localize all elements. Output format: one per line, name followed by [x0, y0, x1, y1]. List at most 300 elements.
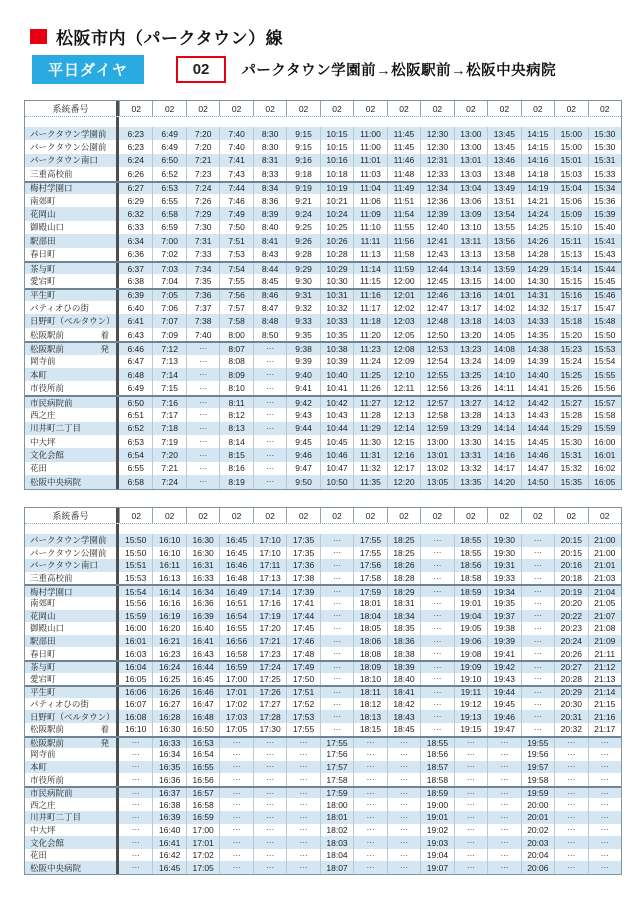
stop-name: 平生町: [30, 290, 56, 301]
departure-time-cell: 18:41: [387, 687, 420, 698]
departure-time-cell: 19:43: [487, 673, 520, 686]
route-number-column-header: 02: [420, 101, 453, 116]
departure-time-cell: 16:27: [152, 698, 185, 711]
departure-time-cell: 16:31: [186, 559, 219, 572]
no-service-cell: ⋯: [420, 635, 453, 648]
departure-time-cell: 15:35: [554, 475, 587, 488]
no-service-cell: ⋯: [487, 836, 520, 849]
stop-name-cell: [25, 710, 119, 723]
departure-time-cell: 20:00: [521, 798, 554, 811]
departure-time-cell: 7:44: [219, 183, 252, 194]
no-service-cell: ⋯: [253, 788, 286, 799]
no-service-cell: ⋯: [131, 775, 140, 785]
stop-name: 本町: [30, 369, 48, 380]
departure-time-cell: 7:06: [152, 301, 185, 314]
no-service-cell: ⋯: [554, 761, 587, 774]
no-service-cell: ⋯: [521, 622, 554, 635]
departure-time-cell: 18:09: [353, 662, 386, 673]
departure-time-cell: 16:00: [125, 623, 147, 634]
departure-time-cell: 17:56: [320, 748, 353, 761]
route-number-column-header: 02: [186, 101, 219, 116]
departure-time-cell: 11:16: [353, 290, 386, 301]
no-service-cell: ⋯: [387, 738, 420, 749]
departure-time-cell: 16:58: [186, 798, 219, 811]
departure-time-cell: 11:03: [353, 167, 386, 180]
no-service-cell: ⋯: [286, 788, 319, 799]
departure-time-cell: 9:15: [286, 140, 319, 153]
departure-time-cell: 16:46: [186, 687, 219, 698]
departure-time-cell: 7:35: [186, 274, 219, 287]
departure-time-cell: 16:54: [219, 610, 252, 623]
departure-time-cell: 13:14: [454, 263, 487, 274]
departure-time-cell: 13:01: [454, 154, 487, 167]
timetable-row: [25, 435, 621, 448]
no-service-cell: ⋯: [554, 836, 587, 849]
departure-time-cell: 15:48: [588, 314, 621, 327]
departure-time-cell: 20:22: [554, 610, 587, 623]
departure-time-cell: 13:09: [454, 207, 487, 220]
departure-time-cell: 7:49: [219, 207, 252, 220]
departure-time-cell: 17:10: [253, 547, 286, 560]
departure-time-cell: 19:44: [487, 687, 520, 698]
no-service-cell: ⋯: [454, 836, 487, 849]
departure-time-cell: 11:46: [387, 154, 420, 167]
departure-time-cell: 12:45: [420, 274, 453, 287]
departure-time-cell: 14:17: [487, 462, 520, 475]
stop-name-cell: [25, 355, 119, 368]
departure-time-cell: 9:18: [286, 167, 319, 180]
departure-time-cell: 15:39: [588, 207, 621, 220]
departure-time-cell: 21:12: [588, 662, 621, 673]
no-service-cell: ⋯: [521, 710, 554, 723]
departure-time-cell: 14:14: [487, 422, 520, 435]
departure-time-cell: 17:00: [219, 673, 252, 686]
departure-time-cell: 10:42: [320, 397, 353, 408]
departure-time-cell: 15:30: [554, 435, 587, 448]
no-service-cell: ⋯: [253, 408, 286, 421]
departure-time-cell: 18:08: [353, 647, 386, 660]
no-service-cell: ⋯: [131, 738, 140, 748]
timetable-row: [25, 572, 621, 585]
departure-time-cell: 15:40: [588, 221, 621, 234]
no-service-cell: ⋯: [253, 448, 286, 461]
departure-time-cell: 12:15: [387, 435, 420, 448]
no-service-cell: ⋯: [454, 798, 487, 811]
timetable-row: [25, 559, 621, 572]
departure-time-cell: 8:45: [253, 274, 286, 287]
stop-name: 春日町: [30, 249, 56, 260]
departure-time-cell: 18:31: [387, 597, 420, 610]
departure-time-cell: 14:25: [521, 221, 554, 234]
no-service-cell: ⋯: [420, 673, 453, 686]
departure-time-cell: 11:35: [353, 475, 386, 488]
departure-time-cell: 8:50: [253, 328, 286, 341]
no-service-cell: ⋯: [454, 761, 487, 774]
no-service-cell: ⋯: [131, 863, 140, 873]
departure-time-cell: 11:17: [353, 301, 386, 314]
departure-time-cell: 16:30: [186, 547, 219, 560]
stop-name: パークタウン公園前: [30, 547, 107, 558]
departure-time-cell: 15:09: [554, 207, 587, 220]
route-number-column-header: 02: [353, 508, 386, 523]
departure-time-cell: 14:43: [521, 408, 554, 421]
departure-time-cell: 17:55: [353, 547, 386, 560]
departure-time-cell: 14:35: [521, 328, 554, 341]
departure-time-cell: 21:03: [588, 572, 621, 585]
no-service-cell: ⋯: [420, 698, 453, 711]
departure-time-cell: 12:17: [387, 462, 420, 475]
route-number-column-header: 02: [320, 101, 353, 116]
departure-time-cell: 8:09: [219, 368, 252, 381]
route-number-column-header: 02: [253, 101, 286, 116]
departure-time-cell: 15:20: [554, 328, 587, 341]
departure-time-cell: 11:28: [353, 408, 386, 421]
departure-time-cell: 16:40: [186, 622, 219, 635]
departure-time-cell: 15:44: [588, 263, 621, 274]
stop-name-cell: [25, 647, 119, 660]
departure-time-cell: 18:43: [387, 710, 420, 723]
departure-time-cell: 9:15: [286, 127, 319, 140]
departure-time-cell: 16:00: [588, 435, 621, 448]
departure-time-cell: 12:53: [420, 343, 453, 354]
departure-time-cell: 11:30: [353, 435, 386, 448]
departure-time-cell: 18:00: [320, 798, 353, 811]
stop-name: 松阪駅前: [30, 724, 65, 735]
departure-time-cell: 16:45: [186, 673, 219, 686]
stop-name: 文化会館: [30, 450, 65, 461]
departure-time-cell: 11:26: [353, 381, 386, 394]
departure-time-cell: 17:44: [286, 610, 319, 623]
no-service-cell: ⋯: [588, 849, 621, 862]
departure-time-cell: 10:41: [320, 381, 353, 394]
departure-time-cell: 11:58: [387, 248, 420, 261]
departure-time-cell: 12:10: [387, 368, 420, 381]
timetable-row: [25, 673, 621, 686]
timetable-row: [25, 475, 621, 488]
departure-time-cell: 14:08: [487, 343, 520, 354]
no-service-cell: ⋯: [253, 475, 286, 488]
departure-time-cell: 14:26: [521, 234, 554, 247]
departure-time-cell: 19:10: [454, 673, 487, 686]
departure-time-cell: 19:03: [420, 836, 453, 849]
timetable-row: [25, 301, 621, 314]
header-spacer: [25, 524, 621, 534]
departure-time-cell: 16:33: [152, 738, 185, 749]
no-service-cell: ⋯: [420, 687, 453, 698]
departure-time-cell: 9:45: [286, 435, 319, 448]
departure-time-cell: 11:13: [353, 248, 386, 261]
timetable-row: [25, 181, 621, 194]
route-number-column-header: 02: [420, 508, 453, 523]
no-service-cell: ⋯: [521, 635, 554, 648]
departure-time-cell: 14:50: [521, 475, 554, 488]
departure-time-cell: 19:56: [521, 748, 554, 761]
departure-time-cell: 10:21: [320, 194, 353, 207]
no-service-cell: ⋯: [253, 773, 286, 786]
departure-time-cell: 18:04: [353, 610, 386, 623]
stop-name-cell: [25, 534, 119, 547]
timetable-header: [25, 508, 621, 524]
departure-time-cell: 6:33: [127, 222, 144, 233]
departure-time-cell: 13:45: [487, 140, 520, 153]
route-number-column-header: 02: [487, 508, 520, 523]
departure-time-cell: 9:24: [286, 207, 319, 220]
departure-time-cell: 7:26: [186, 194, 219, 207]
timetable-early: [24, 100, 622, 490]
departure-time-cell: 21:17: [588, 723, 621, 736]
departure-time-cell: 16:13: [152, 572, 185, 585]
departure-time-cell: 20:29: [554, 687, 587, 698]
no-service-cell: ⋯: [454, 811, 487, 824]
no-service-cell: ⋯: [131, 762, 140, 772]
departure-time-cell: 9:43: [286, 408, 319, 421]
no-service-cell: ⋯: [286, 811, 319, 824]
no-service-cell: ⋯: [320, 572, 353, 585]
stop-name-cell: [25, 140, 119, 153]
departure-time-cell: 8:46: [253, 290, 286, 301]
departure-time-cell: 13:25: [454, 368, 487, 381]
timetable-header: [25, 101, 621, 117]
departure-time-cell: 16:41: [186, 635, 219, 648]
departure-time-cell: 12:09: [387, 355, 420, 368]
departure-time-cell: 15:13: [554, 248, 587, 261]
departure-time-cell: 19:30: [487, 547, 520, 560]
departure-time-cell: 10:15: [320, 140, 353, 153]
no-service-cell: ⋯: [588, 824, 621, 837]
departure-time-cell: 17:58: [320, 773, 353, 786]
stop-name: 花岡山: [30, 610, 56, 621]
departure-time-cell: 7:54: [219, 263, 252, 274]
departure-time-cell: 9:25: [286, 221, 319, 234]
timetable-row: [25, 274, 621, 287]
departure-time-cell: 17:52: [286, 698, 319, 711]
departure-time-cell: 16:14: [152, 586, 185, 597]
departure-time-cell: 19:13: [454, 710, 487, 723]
departure-time-cell: 6:50: [127, 397, 144, 408]
route-number-column-header: 02: [521, 101, 554, 116]
stop-name: 日野町（ベルタウン）: [30, 316, 115, 327]
stop-name: 愛宕町: [30, 673, 56, 684]
no-service-cell: ⋯: [320, 622, 353, 635]
departure-time-cell: 15:50: [125, 535, 147, 546]
timetable-row: [25, 381, 621, 394]
departure-time-cell: 13:03: [454, 167, 487, 180]
departure-time-cell: 10:46: [320, 448, 353, 461]
departure-time-cell: 14:11: [487, 381, 520, 394]
stop-name: 岡寺前: [30, 749, 56, 760]
departure-time-cell: 9:30: [286, 274, 319, 287]
departure-time-cell: 12:30: [420, 127, 453, 140]
no-service-cell: ⋯: [219, 761, 252, 774]
no-service-cell: ⋯: [487, 773, 520, 786]
no-service-cell: ⋯: [320, 710, 353, 723]
stop-name-cell: [25, 368, 119, 381]
no-service-cell: ⋯: [521, 673, 554, 686]
departure-time-cell: 18:25: [387, 547, 420, 560]
departure-time-cell: 13:02: [420, 462, 453, 475]
no-service-cell: ⋯: [521, 559, 554, 572]
route-direction-text: パークタウン学園前→松阪駅前→松阪中央病院: [241, 63, 557, 79]
departure-time-cell: 19:05: [454, 622, 487, 635]
stop-name-cell: [25, 673, 119, 686]
departure-time-cell: 16:39: [186, 610, 219, 623]
departure-time-cell: 19:39: [487, 635, 520, 648]
no-service-cell: ⋯: [320, 647, 353, 660]
departure-time-cell: 8:19: [219, 475, 252, 488]
stop-name: パークタウン公園前: [30, 142, 107, 153]
stop-name: 中大坪: [30, 436, 56, 447]
stop-name-cell: [25, 836, 119, 849]
no-service-cell: ⋯: [219, 861, 252, 874]
timetable-row: [25, 534, 621, 547]
stop-name-cell: [25, 761, 119, 774]
stop-name-cell: [25, 343, 119, 354]
departure-time-cell: 14:05: [487, 328, 520, 341]
timetable-row: [25, 584, 621, 597]
timetable-row: [25, 140, 621, 153]
departure-time-cell: 14:46: [521, 448, 554, 461]
stop-name: 本町: [30, 761, 48, 772]
departure-time-cell: 16:54: [186, 748, 219, 761]
departure-time-cell: 16:10: [152, 534, 185, 547]
departure-time-cell: 18:25: [387, 534, 420, 547]
departure-time-cell: 16:30: [186, 534, 219, 547]
timetable-row: [25, 462, 621, 475]
stop-name: パティオひの街: [30, 699, 89, 710]
departure-time-cell: 15:00: [554, 127, 587, 140]
departure-time-cell: 7:00: [152, 234, 185, 247]
departure-time-cell: 18:56: [454, 559, 487, 572]
no-service-cell: ⋯: [554, 798, 587, 811]
departure-time-cell: 8:40: [253, 221, 286, 234]
departure-time-cell: 19:45: [487, 698, 520, 711]
no-service-cell: ⋯: [487, 748, 520, 761]
departure-time-cell: 18:01: [353, 597, 386, 610]
departure-time-cell: 16:19: [152, 610, 185, 623]
departure-time-cell: 16:10: [152, 547, 185, 560]
departure-time-cell: 19:58: [521, 773, 554, 786]
departure-time-cell: 12:41: [420, 234, 453, 247]
stop-name-cell: [25, 448, 119, 461]
departure-time-cell: 7:55: [219, 274, 252, 287]
no-service-cell: ⋯: [186, 422, 219, 435]
no-service-cell: ⋯: [286, 861, 319, 874]
departure-time-cell: 12:40: [420, 221, 453, 234]
departure-time-cell: 11:24: [353, 355, 386, 368]
departure-time-cell: 17:23: [253, 647, 286, 660]
no-service-cell: ⋯: [420, 647, 453, 660]
departure-time-cell: 17:16: [253, 597, 286, 610]
no-service-cell: ⋯: [588, 788, 621, 799]
departure-time-cell: 16:55: [219, 622, 252, 635]
no-service-cell: ⋯: [186, 408, 219, 421]
departure-time-cell: 9:40: [286, 368, 319, 381]
departure-time-cell: 15:54: [125, 586, 147, 597]
no-service-cell: ⋯: [186, 368, 219, 381]
departure-time-cell: 14:29: [521, 263, 554, 274]
departure-time-cell: 7:58: [219, 314, 252, 327]
no-service-cell: ⋯: [454, 849, 487, 862]
departure-time-cell: 9:42: [286, 397, 319, 408]
departure-time-cell: 16:01: [588, 448, 621, 461]
departure-time-cell: 19:33: [487, 572, 520, 585]
departure-time-cell: 18:02: [320, 824, 353, 837]
departure-time-cell: 14:28: [521, 248, 554, 261]
departure-time-cell: 12:33: [420, 167, 453, 180]
stop-name: 西之庄: [30, 799, 56, 810]
page-title-row: [30, 24, 283, 49]
departure-time-cell: 19:59: [521, 788, 554, 799]
departure-time-cell: 16:59: [186, 811, 219, 824]
departure-time-cell: 16:21: [152, 635, 185, 648]
departure-time-cell: 8:47: [253, 301, 286, 314]
departure-time-cell: 15:55: [588, 368, 621, 381]
departure-time-cell: 7:15: [152, 381, 185, 394]
departure-time-cell: 11:14: [353, 263, 386, 274]
departure-time-cell: 16:56: [219, 635, 252, 648]
departure-time-cell: 20:03: [521, 836, 554, 849]
departure-time-cell: 6:47: [127, 356, 144, 367]
departure-time-cell: 13:15: [454, 274, 487, 287]
departure-time-cell: 11:32: [353, 462, 386, 475]
no-service-cell: ⋯: [320, 597, 353, 610]
departure-time-cell: 14:03: [487, 314, 520, 327]
departure-time-cell: 6:32: [127, 209, 144, 220]
departure-time-cell: 21:04: [588, 586, 621, 597]
no-service-cell: ⋯: [588, 811, 621, 824]
departure-time-cell: 16:50: [186, 723, 219, 736]
departure-time-cell: 15:56: [588, 381, 621, 394]
no-service-cell: ⋯: [353, 738, 386, 749]
departure-time-cell: 15:24: [554, 355, 587, 368]
departure-time-cell: 18:42: [387, 698, 420, 711]
departure-time-cell: 16:06: [125, 687, 147, 698]
departure-time-cell: 17:58: [353, 572, 386, 585]
departure-time-cell: 12:47: [420, 301, 453, 314]
no-service-cell: ⋯: [131, 850, 140, 860]
departure-time-cell: 7:20: [152, 448, 185, 461]
stop-name-cell: [25, 773, 119, 786]
departure-time-cell: 13:30: [454, 435, 487, 448]
departure-time-cell: 13:27: [454, 397, 487, 408]
departure-time-cell: 8:30: [253, 127, 286, 140]
departure-time-cell: 14:13: [487, 408, 520, 421]
departure-time-cell: 16:35: [152, 761, 185, 774]
departure-time-cell: 13:04: [454, 183, 487, 194]
departure-time-cell: 12:54: [420, 355, 453, 368]
departure-time-cell: 14:21: [521, 194, 554, 207]
no-service-cell: ⋯: [186, 381, 219, 394]
departure-time-cell: 6:43: [127, 329, 144, 340]
departure-time-cell: 12:16: [387, 448, 420, 461]
departure-time-cell: 19:31: [487, 559, 520, 572]
departure-time-cell: 15:06: [554, 194, 587, 207]
departure-time-cell: 14:31: [521, 290, 554, 301]
stop-name: 川井町二丁目: [30, 812, 82, 823]
departure-time-cell: 16:41: [152, 836, 185, 849]
departure-time-cell: 19:01: [454, 597, 487, 610]
departure-time-cell: 17:27: [253, 698, 286, 711]
departure-time-cell: 16:47: [186, 698, 219, 711]
no-service-cell: ⋯: [521, 698, 554, 711]
departure-time-cell: 15:25: [554, 368, 587, 381]
departure-time-cell: 21:11: [588, 647, 621, 660]
no-service-cell: ⋯: [487, 849, 520, 862]
departure-time-cell: 18:59: [454, 586, 487, 597]
departure-time-cell: 12:14: [387, 422, 420, 435]
stop-name: 文化会館: [30, 837, 65, 848]
no-service-cell: ⋯: [387, 849, 420, 862]
